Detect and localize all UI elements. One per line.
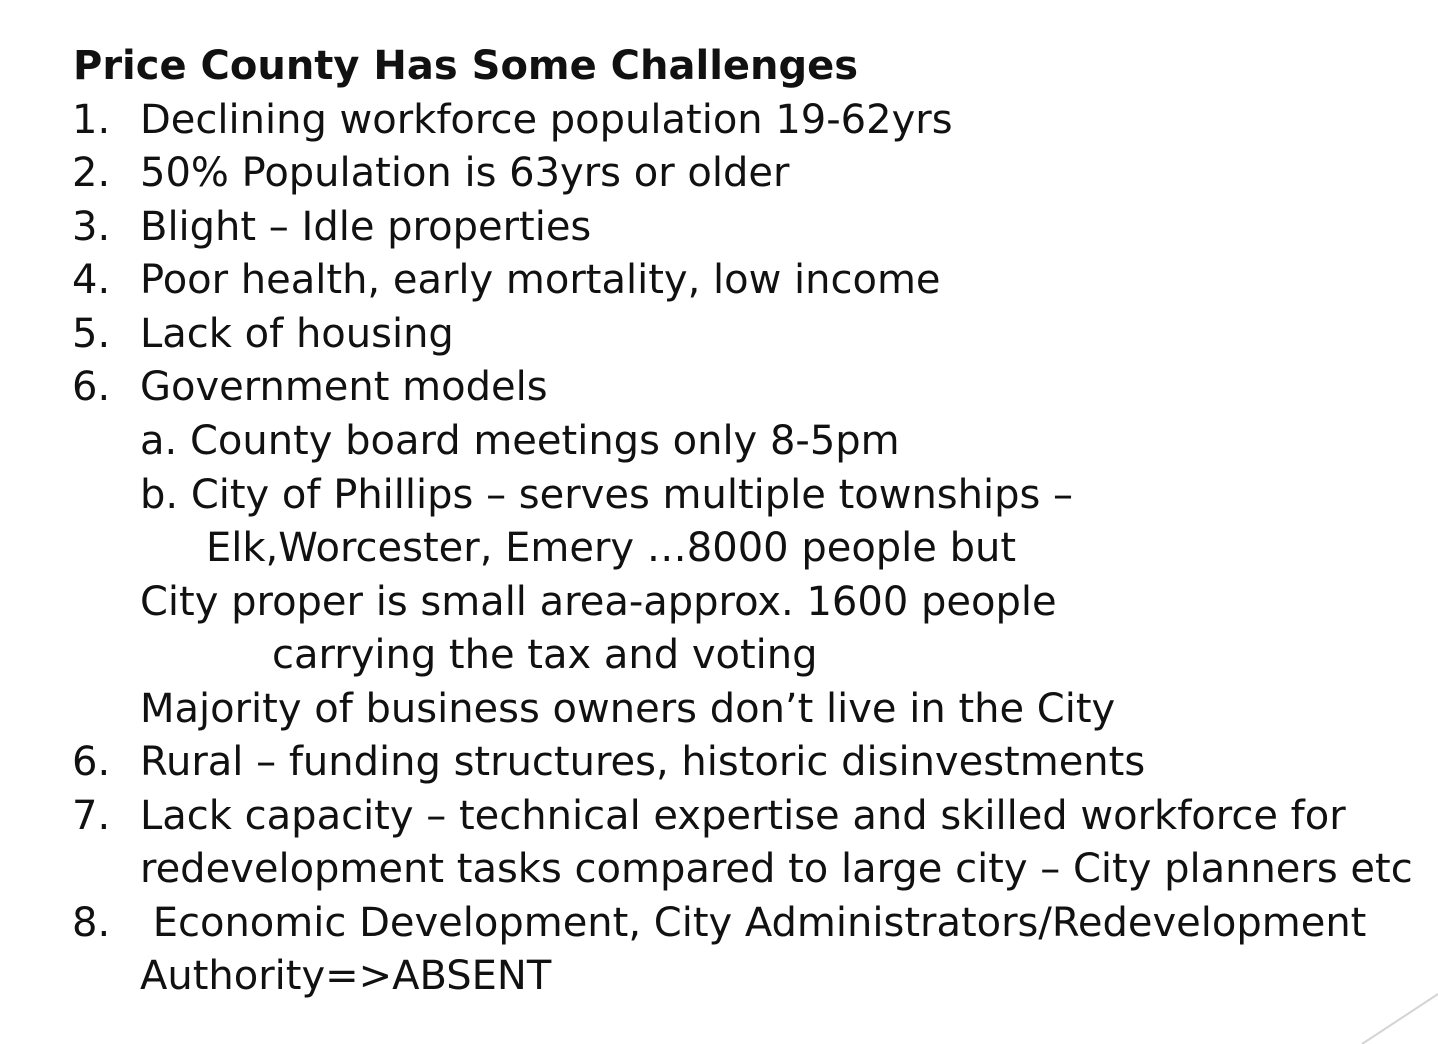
sub-item-b: b. City of Phillips – serves multiple townships – <box>140 472 1074 518</box>
city-proper-continuation: carrying the tax and voting <box>272 632 818 678</box>
item-number: 7. <box>72 793 111 839</box>
majority-line: Majority of business owners don’t live in the City <box>140 686 1116 732</box>
list-item-continuation: redevelopment tasks compared to large city – City planners etc <box>140 846 1413 892</box>
item-number: 1. <box>72 97 111 143</box>
city-proper-line: City proper is small area-approx. 1600 people <box>140 579 1057 625</box>
list-item: Lack of housing <box>140 311 454 357</box>
item-number: 8. <box>72 900 111 946</box>
sub-item-a: a. County board meetings only 8-5pm <box>140 418 900 464</box>
item-number: 3. <box>72 204 111 250</box>
list-item: Poor health, early mortality, low income <box>140 257 941 303</box>
item-number: 6. <box>72 739 111 785</box>
list-item: 50% Population is 63yrs or older <box>140 150 790 196</box>
slide-title: Price County Has Some Challenges <box>73 43 859 89</box>
list-item: Lack capacity – technical expertise and skilled workforce for <box>140 793 1346 839</box>
list-item-continuation: Authority=>ABSENT <box>140 953 552 999</box>
list-item: Blight – Idle properties <box>140 204 592 250</box>
item-number: 2. <box>72 150 111 196</box>
list-item: Government models <box>140 364 548 410</box>
list-item: Declining workforce population 19-62yrs <box>140 97 953 143</box>
item-number: 4. <box>72 257 111 303</box>
item-number: 5. <box>72 311 111 357</box>
list-item: Rural – funding structures, historic disinvestments <box>140 739 1146 785</box>
sub-item-b-continuation: Elk,Worcester, Emery …8000 people but <box>206 525 1017 571</box>
item-number: 6. <box>72 364 111 410</box>
list-item: Economic Development, City Administrators/Redevelopment <box>140 900 1367 946</box>
